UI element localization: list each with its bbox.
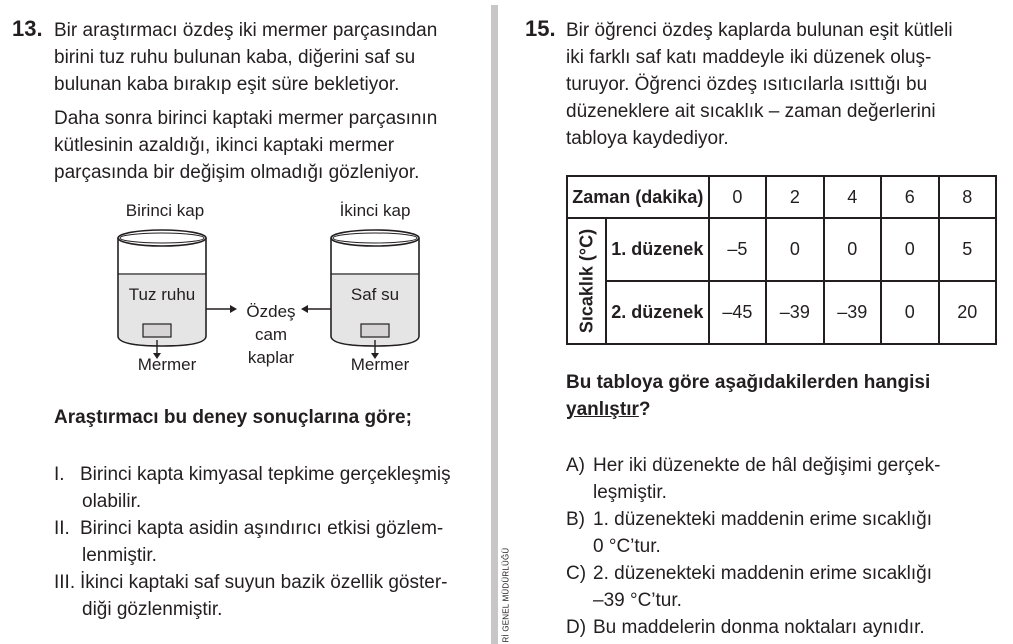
table-header-time: 0: [709, 176, 766, 218]
question-15-number: 15.: [525, 16, 556, 41]
table-row: [567, 218, 996, 281]
center-label-line: Özdeş: [246, 302, 296, 321]
table-cell: –39: [766, 281, 823, 344]
option-line: 2. düzenekteki maddenin erime sıcaklığı: [593, 563, 933, 584]
center-label-line: kaplar: [247, 348, 295, 367]
observation-line: parçasında bir değişim olmadığı gözleniyor.: [54, 162, 420, 183]
option-line: leşmiştir.: [593, 482, 667, 503]
unit-label-text: Sıcaklık (°C): [576, 228, 596, 334]
statement-roman: III.: [54, 572, 76, 593]
option-line: Bu maddelerin donma noktaları aynıdır.: [593, 617, 925, 638]
intro-line: Bir araştırmacı özdeş iki mermer parçasından: [54, 20, 438, 41]
statement-item: [54, 569, 490, 623]
statement-line: Birinci kapta asidin aşındırıcı etkisi gözlem-: [80, 518, 444, 539]
table-header-time: 6: [881, 176, 938, 218]
option-letter: D): [566, 617, 587, 638]
prompt-question-mark: ?: [638, 399, 651, 420]
table-cell: 0: [881, 218, 938, 281]
statement-line: olabilir.: [82, 491, 142, 512]
statement-item: [54, 461, 490, 515]
table-unit-label: [567, 218, 606, 344]
table-header-time: 2: [766, 176, 823, 218]
table-header-label: Zaman (dakika): [567, 176, 709, 218]
question-13-number: 13.: [12, 16, 43, 41]
prompt-underlined-word: yanlıştır: [566, 399, 639, 420]
margin-note-text: Rİ GENEL MÜDÜRLÜĞÜ: [501, 547, 511, 643]
column-divider: [491, 5, 498, 644]
observation-line: kütlesinin azaldığı, ikinci kaptaki mermer: [54, 135, 395, 156]
statement-line: diği gözlenmiştir.: [82, 599, 223, 620]
answer-options: [566, 452, 1006, 641]
table-cell: 20: [939, 281, 997, 344]
label-mermer-left: Mermer: [137, 355, 197, 374]
question-13-observation: [54, 105, 484, 186]
statement-line: lenmiştir.: [82, 545, 157, 566]
label-ikinci-kap: İkinci kap: [339, 201, 411, 220]
option-b[interactable]: [566, 506, 1006, 560]
table-header-row: [567, 176, 996, 218]
statement-roman: II.: [54, 518, 70, 539]
option-line: Her iki düzenekte de hâl değişimi gerçek-: [593, 455, 941, 476]
label-tuz-ruhu: Tuz ruhu: [128, 285, 196, 304]
statement-item: [54, 515, 490, 569]
table-cell: 0: [766, 218, 823, 281]
option-a[interactable]: [566, 452, 1006, 506]
intro-line: düzeneklere ait sıcaklık – zaman değerlerini: [566, 101, 936, 122]
option-letter: B): [566, 509, 585, 530]
table-cell: 5: [939, 218, 997, 281]
option-line: 0 °C’tur.: [593, 536, 661, 557]
table-cell: 0: [881, 281, 938, 344]
intro-line: iki farklı saf katı maddeyle iki düzenek oluş-: [566, 47, 932, 68]
label-ozdes-cam-kaplar: [238, 300, 304, 369]
table-cell: 0: [824, 218, 881, 281]
label-saf-su: Saf su: [350, 285, 400, 304]
prompt-line: [566, 396, 1006, 423]
prompt-line: Bu tabloya göre aşağıdakilerden hangisi: [566, 372, 931, 393]
statement-line: Birinci kapta kimyasal tepkime gerçekleşmiş: [80, 464, 451, 485]
temperature-time-table: [566, 175, 997, 345]
option-d[interactable]: [566, 614, 1006, 641]
observation-line: Daha sonra birinci kaptaki mermer parçasının: [54, 108, 438, 129]
intro-line: tabloya kaydediyor.: [566, 128, 729, 149]
table-header-time: 8: [939, 176, 997, 218]
table-row-label: 2. düzenek: [606, 281, 709, 344]
option-line: –39 °C’tur.: [593, 590, 682, 611]
table-cell: –5: [709, 218, 766, 281]
center-label-line: cam: [254, 325, 288, 344]
intro-line: bulunan kaba bırakıp eşit süre bekletiyor.: [54, 74, 400, 95]
table-row-label: 1. düzenek: [606, 218, 709, 281]
question-15-prompt: [566, 369, 1006, 423]
margin-note: [500, 520, 512, 644]
question-13-prompt: Araştırmacı bu deney sonuçlarına göre;: [54, 407, 412, 428]
intro-line: birini tuz ruhu bulunan kaba, diğerini saf su: [54, 47, 416, 68]
option-letter: C): [566, 563, 587, 584]
intro-line: Bir öğrenci özdeş kaplarda bulunan eşit kütleli: [566, 20, 953, 41]
question-13-intro: [54, 17, 484, 98]
marble-right-shape: [361, 324, 389, 337]
table-cell: –39: [824, 281, 881, 344]
statement-roman: I.: [54, 464, 65, 485]
label-mermer-right: Mermer: [350, 355, 410, 374]
statement-list: [54, 461, 490, 623]
option-letter: A): [566, 455, 585, 476]
intro-line: turuyor. Öğrenci özdeş ısıtıcılarla ısıttığı bu: [566, 74, 928, 95]
statement-line: İkinci kaptaki saf suyun bazik özellik göster-: [80, 572, 448, 593]
table-header-time: 4: [824, 176, 881, 218]
option-c[interactable]: [566, 560, 1006, 614]
table-cell: –45: [709, 281, 766, 344]
marble-left-shape: [143, 324, 171, 337]
label-birinci-kap: Birinci kap: [125, 201, 205, 220]
table-row: [567, 281, 996, 344]
question-15-intro: [566, 17, 1006, 152]
option-line: 1. düzenekteki maddenin erime sıcaklığı: [593, 509, 933, 530]
